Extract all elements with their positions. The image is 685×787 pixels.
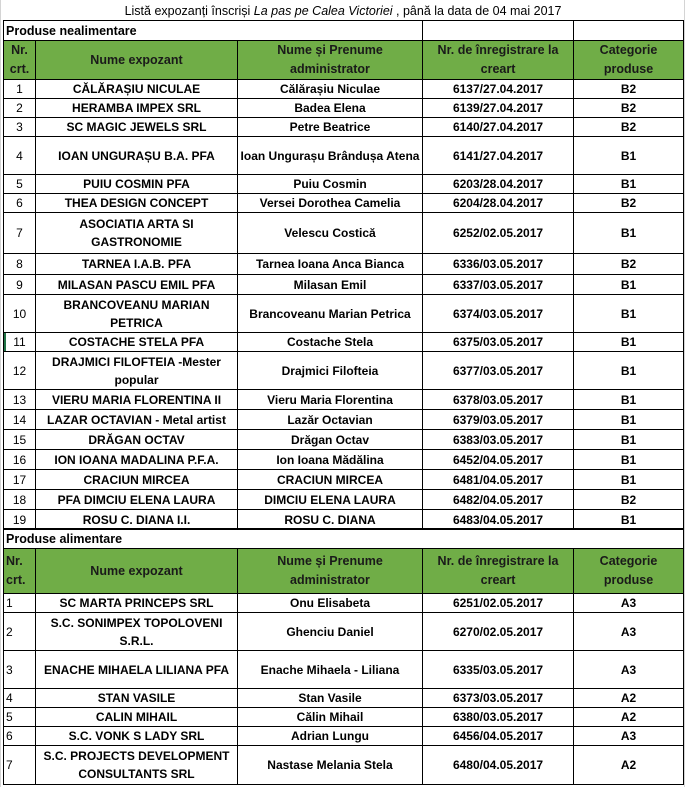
cell-expozant[interactable]: SC MARTA PRINCEPS SRL [36, 594, 238, 613]
cell-inregistrare[interactable]: 6141/27.04.2017 [423, 137, 574, 175]
cell-categorie[interactable]: B1 [574, 213, 684, 254]
cell-administrator[interactable]: Versei Dorothea Camelia [238, 194, 423, 213]
cell-administrator[interactable]: Brancoveanu Marian Petrica [238, 295, 423, 333]
cell-nr[interactable]: 2 [4, 613, 36, 651]
cell-inregistrare[interactable]: 6481/04.05.2017 [423, 470, 574, 490]
cell-nr[interactable]: 18 [4, 490, 36, 510]
cell-nr[interactable]: 3 [4, 118, 36, 137]
cell-inregistrare[interactable]: 6379/03.05.2017 [423, 410, 574, 430]
cell-categorie[interactable]: B2 [574, 118, 684, 137]
cell-expozant[interactable]: S.C. SONIMPEX TOPOLOVENI S.R.L. [36, 613, 238, 651]
cell-inregistrare[interactable]: 6377/03.05.2017 [423, 352, 574, 390]
cell-administrator[interactable]: Ghenciu Daniel [238, 613, 423, 651]
cell-inregistrare[interactable]: 6336/03.05.2017 [423, 254, 574, 275]
cell-categorie[interactable]: B1 [574, 295, 684, 333]
cell-expozant[interactable]: MILASAN PASCU EMIL PFA [36, 275, 238, 295]
cell-nr[interactable]: 19 [4, 510, 36, 530]
cell-inregistrare[interactable]: 6452/04.05.2017 [423, 450, 574, 470]
cell-categorie[interactable]: B1 [574, 137, 684, 175]
cell-expozant[interactable]: PUIU COSMIN PFA [36, 175, 238, 194]
cell-categorie[interactable]: B2 [574, 254, 684, 275]
table-row [4, 651, 684, 689]
cell-administrator[interactable]: Călin Mihail [238, 708, 423, 727]
cell-categorie[interactable]: B1 [574, 390, 684, 410]
cell-administrator[interactable]: Puiu Cosmin [238, 175, 423, 194]
cell-categorie[interactable]: A2 [574, 689, 684, 708]
cell-categorie[interactable]: B2 [574, 80, 684, 99]
empty-cell[interactable] [574, 21, 684, 41]
cell-expozant[interactable]: ASOCIATIA ARTA SI GASTRONOMIE [36, 213, 238, 254]
cell-expozant[interactable]: STAN VASILE [36, 689, 238, 708]
cell-inregistrare[interactable]: 6373/03.05.2017 [423, 689, 574, 708]
cell-nr[interactable]: 16 [4, 450, 36, 470]
cell-nr[interactable]: 7 [4, 746, 36, 785]
cell-expozant[interactable]: PFA DIMCIU ELENA LAURA [36, 490, 238, 510]
cell-administrator[interactable]: Ioan Ungurașu Brândușa Atena [238, 137, 423, 175]
cell-expozant[interactable]: S.C. VONK S LADY SRL [36, 727, 238, 746]
sheet-title [3, 4, 683, 19]
cell-expozant[interactable]: CĂLĂRAȘIU NICULAE [36, 80, 238, 99]
table-row [4, 390, 684, 410]
cell-inregistrare[interactable]: 6483/04.05.2017 [423, 510, 574, 530]
cell-categorie[interactable]: B1 [574, 410, 684, 430]
cell-categorie[interactable]: A3 [574, 613, 684, 651]
cell-administrator[interactable]: Nastase Melania Stela [238, 746, 423, 785]
cell-nr[interactable]: 17 [4, 470, 36, 490]
cell-expozant[interactable]: DRĂGAN OCTAV [36, 430, 238, 450]
cell-categorie[interactable]: A3 [574, 727, 684, 746]
table-row [4, 708, 684, 727]
cell-nr[interactable]: 6 [4, 194, 36, 213]
title-suffix: , până la data de 04 mai 2017 [392, 4, 562, 18]
table-row [4, 613, 684, 651]
cell-nr[interactable]: 15 [4, 430, 36, 450]
section-label: Produse nealimentare [4, 21, 423, 41]
cell-categorie[interactable]: B1 [574, 430, 684, 450]
cell-inregistrare[interactable]: 6252/02.05.2017 [423, 213, 574, 254]
cell-nr[interactable]: 11 [4, 333, 36, 352]
cell-administrator[interactable]: Vieru Maria Florentina [238, 390, 423, 410]
table-row [4, 194, 684, 213]
header-nr: Nr. crt. [4, 549, 36, 594]
cell-inregistrare[interactable]: 6380/03.05.2017 [423, 708, 574, 727]
table-row [4, 410, 684, 430]
cell-nr[interactable]: 7 [4, 213, 36, 254]
empty-cell[interactable] [423, 21, 574, 41]
header-expozant: Nume expozant [36, 41, 238, 80]
table-row [4, 594, 684, 613]
cell-inregistrare[interactable]: 6480/04.05.2017 [423, 746, 574, 785]
cell-nr[interactable]: 12 [4, 352, 36, 390]
table-row [4, 333, 684, 352]
cell-nr[interactable]: 5 [4, 175, 36, 194]
cell-expozant[interactable]: COSTACHE STELA PFA [36, 333, 238, 352]
cell-inregistrare[interactable]: 6337/03.05.2017 [423, 275, 574, 295]
header-categorie: Categorie produse [574, 41, 684, 80]
cell-administrator[interactable]: Tarnea Ioana Anca Bianca [238, 254, 423, 275]
header-categorie: Categorie produse [574, 549, 684, 594]
table-row [4, 430, 684, 450]
cell-nr[interactable]: 3 [4, 651, 36, 689]
table-row [4, 118, 684, 137]
cell-nr[interactable]: 4 [4, 137, 36, 175]
table-row [4, 490, 684, 510]
table-row [4, 80, 684, 99]
cell-inregistrare[interactable]: 6251/02.05.2017 [423, 594, 574, 613]
cell-categorie[interactable]: B1 [574, 510, 684, 530]
cell-inregistrare[interactable]: 6270/02.05.2017 [423, 613, 574, 651]
table-row [4, 746, 684, 785]
cell-administrator[interactable]: Onu Elisabeta [238, 594, 423, 613]
cell-nr[interactable]: 6 [4, 727, 36, 746]
table-row [4, 175, 684, 194]
table-nealimentare [3, 20, 684, 530]
cell-expozant[interactable]: ION IOANA MADALINA P.F.A. [36, 450, 238, 470]
header-expozant: Nume expozant [36, 549, 238, 594]
cell-nr[interactable]: 5 [4, 708, 36, 727]
cell-nr[interactable]: 1 [4, 80, 36, 99]
cell-nr[interactable]: 8 [4, 254, 36, 275]
cell-expozant[interactable]: TARNEA I.A.B. PFA [36, 254, 238, 275]
cell-administrator[interactable]: Ion Ioana Mădălina [238, 450, 423, 470]
cell-nr[interactable]: 1 [4, 594, 36, 613]
table-row [4, 510, 684, 530]
table-row [4, 99, 684, 118]
table-row [4, 470, 684, 490]
cell-expozant[interactable]: LAZAR OCTAVIAN - Metal artist [36, 410, 238, 430]
cell-categorie[interactable]: A3 [574, 651, 684, 689]
header-inregistrare: Nr. de înregistrare la creart [423, 549, 574, 594]
cell-administrator[interactable]: Velescu Costică [238, 213, 423, 254]
cell-inregistrare[interactable]: 6375/03.05.2017 [423, 333, 574, 352]
cell-categorie[interactable]: B1 [574, 450, 684, 470]
cell-inregistrare[interactable]: 6140/27.04.2017 [423, 118, 574, 137]
cell-expozant[interactable]: IOAN UNGURAȘU B.A. PFA [36, 137, 238, 175]
cell-expozant[interactable]: CALIN MIHAIL [36, 708, 238, 727]
cell-inregistrare[interactable]: 6482/04.05.2017 [423, 490, 574, 510]
cell-administrator[interactable]: Milasan Emil [238, 275, 423, 295]
header-administrator: Nume și Prenume administrator [238, 41, 423, 80]
table-alimentare [3, 528, 684, 785]
cell-inregistrare[interactable]: 6139/27.04.2017 [423, 99, 574, 118]
cell-expozant[interactable]: VIERU MARIA FLORENTINA II [36, 390, 238, 410]
cell-nr[interactable]: 4 [4, 689, 36, 708]
cell-categorie[interactable]: B1 [574, 333, 684, 352]
table-row [4, 213, 684, 254]
cell-categorie[interactable]: B1 [574, 470, 684, 490]
table-row [4, 727, 684, 746]
table-row [4, 689, 684, 708]
cell-categorie[interactable]: A2 [574, 708, 684, 727]
cell-administrator[interactable]: Petre Beatrice [238, 118, 423, 137]
table-row [4, 275, 684, 295]
cell-inregistrare[interactable]: 6383/03.05.2017 [423, 430, 574, 450]
cell-categorie[interactable]: B1 [574, 175, 684, 194]
section-label: Produse alimentare [4, 529, 684, 549]
cell-expozant[interactable]: HERAMBA IMPEX SRL [36, 99, 238, 118]
cell-inregistrare[interactable]: 6204/28.04.2017 [423, 194, 574, 213]
title-event-name: La pas pe Calea Victoriei [253, 4, 393, 18]
cell-administrator[interactable]: ROSU C. DIANA [238, 510, 423, 530]
header-administrator: Nume și Prenume administrator [238, 549, 423, 594]
cell-expozant[interactable]: ENACHE MIHAELA LILIANA PFA [36, 651, 238, 689]
cell-categorie[interactable]: A3 [574, 594, 684, 613]
cell-inregistrare[interactable]: 6374/03.05.2017 [423, 295, 574, 333]
cell-expozant[interactable]: CRACIUN MIRCEA [36, 470, 238, 490]
cell-administrator[interactable]: Drăgan Octav [238, 430, 423, 450]
cell-expozant[interactable]: THEA DESIGN CONCEPT [36, 194, 238, 213]
cell-categorie[interactable]: A2 [574, 746, 684, 785]
cell-inregistrare[interactable]: 6456/04.05.2017 [423, 727, 574, 746]
cell-administrator[interactable]: CRACIUN MIRCEA [238, 470, 423, 490]
cell-nr[interactable]: 10 [4, 295, 36, 333]
cell-administrator[interactable]: Costache Stela [238, 333, 423, 352]
cell-expozant[interactable]: S.C. PROJECTS DEVELOPMENT CONSULTANTS SRL [36, 746, 238, 785]
cell-inregistrare[interactable]: 6335/03.05.2017 [423, 651, 574, 689]
table-row [4, 352, 684, 390]
cell-administrator[interactable]: Stan Vasile [238, 689, 423, 708]
cell-expozant[interactable]: ROSU C. DIANA I.I. [36, 510, 238, 530]
cell-administrator[interactable]: Badea Elena [238, 99, 423, 118]
cell-administrator[interactable]: Lazăr Octavian [238, 410, 423, 430]
cell-administrator[interactable]: Călărașiu Niculae [238, 80, 423, 99]
table-row [4, 254, 684, 275]
cell-inregistrare[interactable]: 6378/03.05.2017 [423, 390, 574, 410]
cell-expozant[interactable]: DRAJMICI FILOFTEIA -Mester popular [36, 352, 238, 390]
cell-categorie[interactable]: B2 [574, 490, 684, 510]
cell-nr[interactable]: 9 [4, 275, 36, 295]
cell-nr[interactable]: 13 [4, 390, 36, 410]
cell-expozant[interactable]: BRANCOVEANU MARIAN PETRICA [36, 295, 238, 333]
cell-nr[interactable]: 2 [4, 99, 36, 118]
header-nr: Nr. crt. [4, 41, 36, 80]
cell-categorie[interactable]: B2 [574, 99, 684, 118]
cell-inregistrare[interactable]: 6203/28.04.2017 [423, 175, 574, 194]
cell-administrator[interactable]: Enache Mihaela - Liliana [238, 651, 423, 689]
cell-categorie[interactable]: B1 [574, 352, 684, 390]
cell-expozant[interactable]: SC MAGIC JEWELS SRL [36, 118, 238, 137]
cell-administrator[interactable]: Drajmici Filofteia [238, 352, 423, 390]
cell-categorie[interactable]: B1 [574, 275, 684, 295]
table-row [4, 450, 684, 470]
cell-inregistrare[interactable]: 6137/27.04.2017 [423, 80, 574, 99]
table-row [4, 295, 684, 333]
cell-administrator[interactable]: DIMCIU ELENA LAURA [238, 490, 423, 510]
header-inregistrare: Nr. de înregistrare la creart [423, 41, 574, 80]
cell-categorie[interactable]: B2 [574, 194, 684, 213]
cell-nr[interactable]: 14 [4, 410, 36, 430]
table-row [4, 137, 684, 175]
title-prefix: Listă expozanți înscriși [124, 4, 254, 18]
cell-administrator[interactable]: Adrian Lungu [238, 727, 423, 746]
